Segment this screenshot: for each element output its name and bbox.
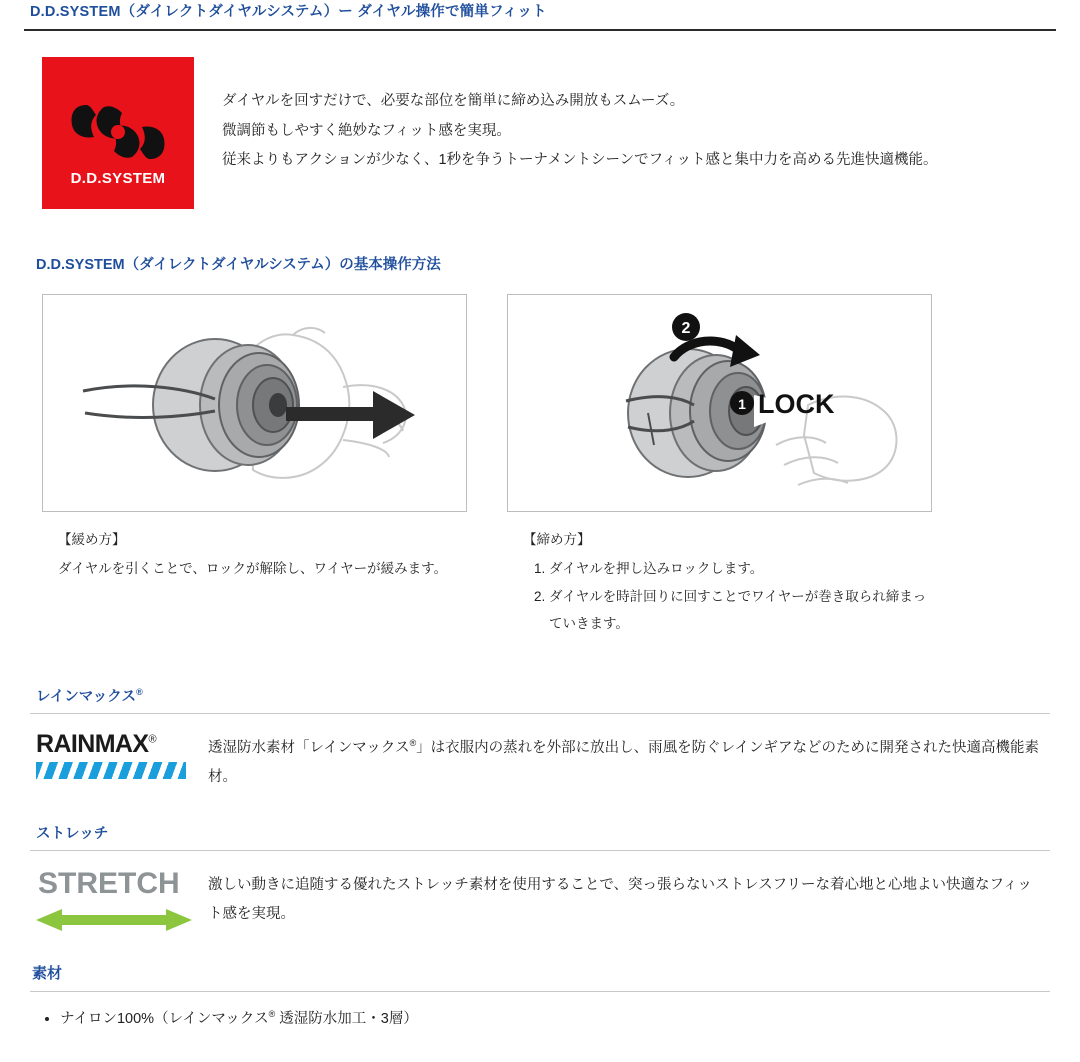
double-arrow-icon bbox=[36, 909, 192, 931]
dd-system-logo bbox=[42, 57, 194, 209]
stretch-description: 激しい動きに追随する優れたストレッチ素材を使用することで、突っ張らないストレスフリーな着心地と心地よい快適なフィット感を実現。 bbox=[208, 876, 1032, 922]
section-title-materials: 素材 bbox=[32, 964, 63, 982]
dd-system-block bbox=[0, 31, 1080, 209]
stretch-row bbox=[0, 851, 1080, 936]
section-title-rainmax bbox=[0, 685, 1080, 713]
dial-push-lock-illustration bbox=[508, 295, 932, 512]
rainmax-description bbox=[208, 732, 1040, 792]
stretch-logo-word: STRETCH bbox=[38, 866, 180, 900]
material-text-sup: ® bbox=[268, 1009, 276, 1020]
section-title-operation: D.D.SYSTEM（ダイレクトダイヤルシステム）の基本操作方法 bbox=[36, 257, 441, 273]
rainmax-desc-a: 透湿防水素材「レインマックス bbox=[208, 739, 410, 756]
lock-label: LOCK bbox=[758, 389, 835, 419]
divider-materials bbox=[30, 991, 1050, 992]
rainmax-title-text: レインマックス bbox=[36, 688, 137, 705]
figure-text-tighten bbox=[523, 556, 932, 637]
rainmax-title-sup: ® bbox=[136, 687, 143, 698]
stretch-logo bbox=[36, 866, 208, 936]
rainmax-logo bbox=[36, 729, 208, 779]
figure-caption-tighten: 【締め方】 bbox=[523, 532, 591, 547]
rainmax-logo-text: RAINMAX bbox=[36, 729, 149, 758]
dd-system-description bbox=[222, 57, 938, 176]
dd-system-logo-text: D.D.SYSTEM bbox=[70, 170, 166, 187]
dd-paragraph-3: 従来よりもアクションが少なく、1秒を争うトーナメントシーンでフィット感と集中力を高める先進快適機能。 bbox=[222, 152, 938, 169]
tighten-step-1: 1. ダイヤルを押し込みロックします。 bbox=[549, 556, 932, 582]
list-item bbox=[60, 1006, 1080, 1034]
rainmax-desc-b: 」は衣服内の蒸れを外部に放出し、雨風を防ぐレインギアなどのために開発された快適高機能素材。 bbox=[208, 739, 1039, 785]
rainmax-row bbox=[0, 714, 1080, 792]
dial-pull-illustration bbox=[43, 295, 467, 512]
dd-paragraph-1: ダイヤルを回すだけで、必要な部位を簡単に締め込み開放もスムーズ。 bbox=[222, 93, 685, 109]
figure-text-loosen: ダイヤルを引くことで、ロックが解除し、ワイヤーが緩みます。 bbox=[58, 561, 448, 576]
figure-column-loosen bbox=[42, 294, 467, 639]
section-title-stretch: ストレッチ bbox=[36, 825, 109, 842]
figure-image-tighten bbox=[507, 294, 932, 512]
tighten-step-2: 2. ダイヤルを時計回りに回すことでワイヤーが巻き取られ締まっていきます。 bbox=[549, 584, 932, 637]
svg-text:1: 1 bbox=[738, 396, 746, 412]
material-text-b: 透湿防水加工・3層） bbox=[275, 1010, 418, 1027]
section-title-dd-system: D.D.SYSTEM（ダイレクトダイヤルシステム）ー ダイヤル操作で簡単フィット bbox=[30, 4, 547, 20]
materials-list bbox=[0, 1006, 1080, 1034]
figure-image-loosen bbox=[42, 294, 467, 512]
material-text-a: ナイロン100%（レインマックス bbox=[60, 1010, 269, 1027]
dd-paragraph-2: 微調節もしやすく絶妙なフィット感を実現。 bbox=[222, 122, 511, 139]
figure-caption-loosen: 【緩め方】 bbox=[58, 532, 126, 547]
rainmax-logo-word bbox=[36, 729, 208, 758]
figure-column-tighten bbox=[507, 294, 932, 639]
rainmax-stripes-icon bbox=[36, 762, 186, 779]
rainmax-desc-sup: ® bbox=[409, 738, 417, 749]
svg-text:2: 2 bbox=[681, 320, 691, 337]
rainmax-logo-sup: ® bbox=[148, 733, 156, 746]
dd-system-mark-icon bbox=[70, 99, 166, 165]
operation-figures bbox=[0, 274, 1080, 639]
